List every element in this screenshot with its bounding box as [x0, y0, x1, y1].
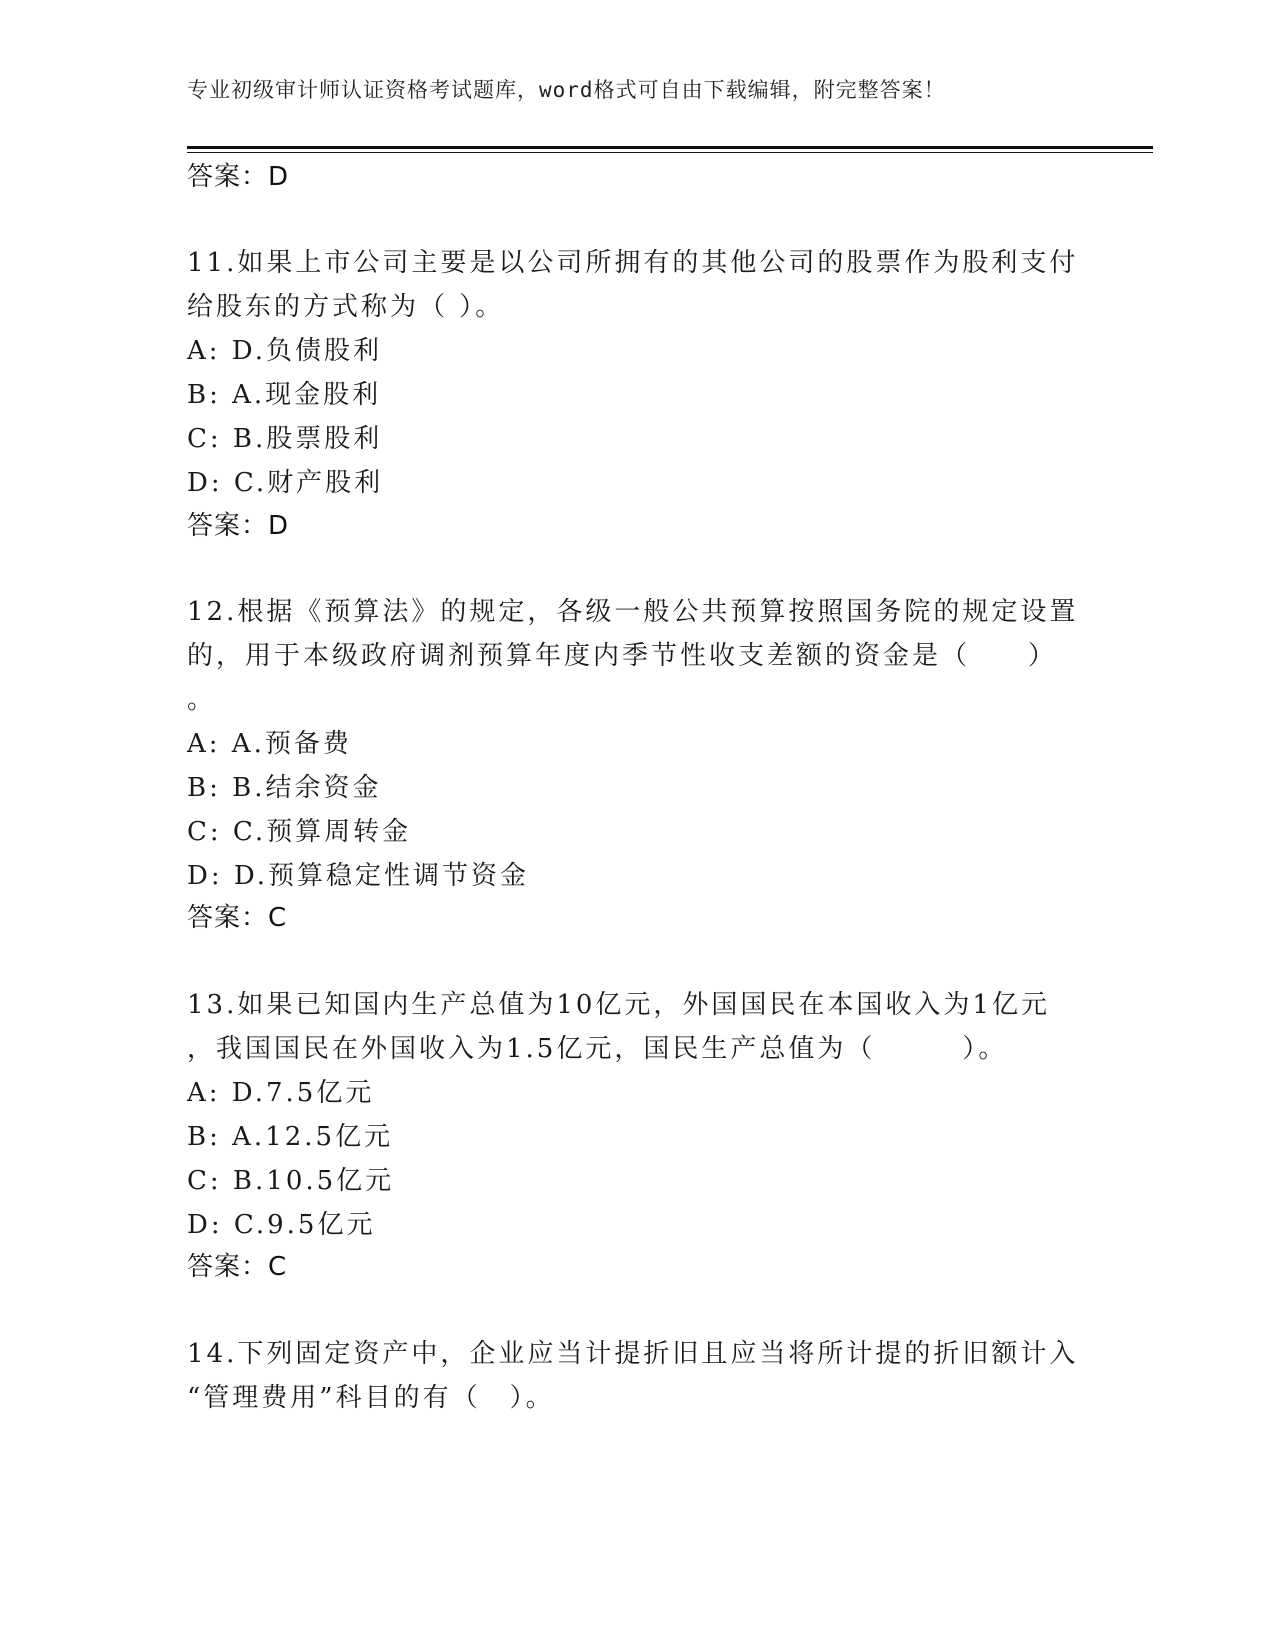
question-12-option-d: D: D.预算稳定性调节资金	[187, 861, 530, 891]
page-header: 专业初级审计师认证资格考试题库，word格式可自由下载编辑，附完整答案！	[187, 78, 946, 102]
question-13-option-d: D: C.9.5亿元	[187, 1210, 376, 1240]
question-12-option-b: B: B.结余资金	[187, 773, 382, 803]
question-11-option-d: D: C.财产股利	[187, 468, 384, 498]
question-11-option-a: A: D.负债股利	[187, 336, 382, 366]
question-11-option-c: C: B.股票股利	[187, 424, 383, 454]
question-14-stem-line-2: “管理费用”科目的有（ ）。	[187, 1383, 555, 1413]
question-12-option-a: A: A.预备费	[187, 729, 352, 759]
question-11-stem-line-2: 给股东的方式称为（ ）。	[187, 292, 505, 322]
answer-line: 答案：D	[187, 162, 290, 192]
question-13-option-a: A: D.7.5亿元	[187, 1078, 375, 1108]
header-rule-thin	[187, 152, 1153, 153]
question-12-stem-line-2: 的，用于本级政府调剂预算年度内季节性收支差额的资金是（ ）	[187, 641, 1058, 671]
question-13-stem-line-1: 13.如果已知国内生产总值为10亿元，外国国民在本国收入为1亿元	[187, 990, 1050, 1020]
question-11-stem-line-1: 11.如果上市公司主要是以公司所拥有的其他公司的股票作为股利支付	[187, 248, 1079, 278]
question-13-answer: 答案：C	[187, 1252, 288, 1282]
header-rule-thick	[187, 146, 1153, 149]
question-12-option-c: C: C.预算周转金	[187, 817, 412, 847]
question-12-stem-line-1: 12.根据《预算法》的规定，各级一般公共预算按照国务院的规定设置	[187, 597, 1079, 627]
question-12-answer: 答案：C	[187, 903, 288, 933]
question-13-option-c: C: B.10.5亿元	[187, 1166, 395, 1196]
question-14-stem-line-1: 14.下列固定资产中，企业应当计提折旧且应当将所计提的折旧额计入	[187, 1339, 1079, 1369]
question-11-option-b: B: A.现金股利	[187, 380, 382, 410]
question-11-answer: 答案：D	[187, 511, 290, 541]
question-12-stem-line-3: 。	[187, 685, 217, 715]
question-13-stem-line-2: ，我国国民在外国收入为1.5亿元，国民生产总值为（ ）。	[187, 1034, 1008, 1064]
question-13-option-b: B: A.12.5亿元	[187, 1122, 394, 1152]
